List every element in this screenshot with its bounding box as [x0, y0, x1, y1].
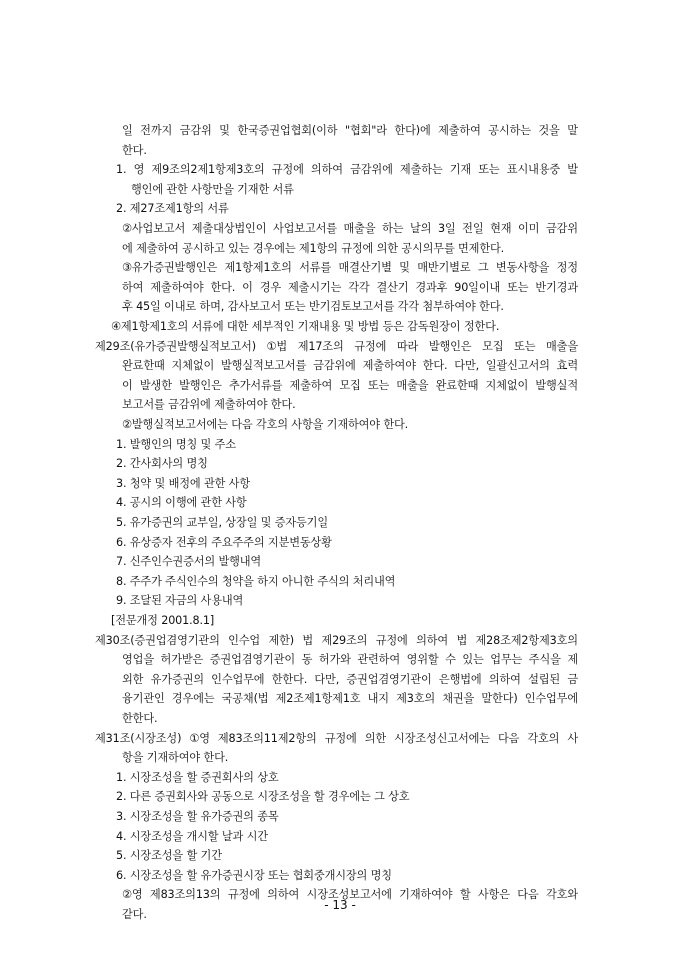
text-line: 제31조(시장조성) ①영 제83조의11제2항의 규정에 의한 시장조성신고서에는 다음 각호의 사 — [95, 731, 578, 745]
text-line: 제30조(증권업겸영기관의 인수업 제한) 법 제29조의 규정에 의하여 법 제28조제2항제3호의 — [95, 633, 578, 647]
text-line: 4. 시장조성을 개시할 날과 시간 — [116, 829, 268, 843]
page-number: - 13 - — [324, 898, 356, 912]
text-line: 6. 유상증자 전후의 주요주주의 지분변동상황 — [116, 535, 332, 549]
text-line: 영업을 허가받은 증권업겸영기관이 동 허가와 관련하여 영위할 수 있는 업무는 주식을 제 — [122, 653, 578, 667]
text-line: 한한다. — [122, 712, 158, 725]
text-line: [전문개정 2001.8.1] — [111, 614, 215, 627]
text-line: 5. 시장조성을 할 기간 — [116, 849, 222, 863]
text-line: 2. 간사회사의 명칭 — [116, 457, 208, 471]
text-line: 에 제출하여 공시하고 있는 경우에는 제1항의 규정에 의한 공시의무를 면제한다. — [122, 241, 505, 255]
text-line: 1. 영 제9조의2제1항제3호의 규정에 의하여 금감위에 제출하는 기재 또는 표시내용중 발 — [116, 163, 578, 177]
text-line: 2. 제27조제1항의 서류 — [116, 202, 229, 216]
text-line: 항을 기재하여야 한다. — [122, 751, 229, 765]
text-line: ②발행실적보고서에는 다음 각호의 사항을 기재하여야 한다. — [122, 418, 409, 431]
text-line: 5. 유가증권의 교부일, 상장일 및 증자등기일 — [116, 516, 328, 529]
text-line: 융기관인 경우에는 국공채(법 제2조제1항제1호 내지 제3호의 채권을 말한다) 인수업무에 — [122, 692, 578, 706]
text-line: 후 45일 이내로 하며, 감사보고서 또는 반기검토보고서를 각각 첨부하여야 한다. — [122, 300, 504, 314]
text-line: 완료한때 지체없이 발행실적보고서를 금감위에 제출하여야 한다. 다만, 일괄신고서의 효력 — [122, 359, 578, 373]
text-line: 제29조(유가증권발행실적보고서) ①법 제17조의 규정에 따라 발행인은 모집 또는 매출을 — [95, 339, 578, 353]
text-line: 4. 공시의 이행에 관한 사항 — [116, 496, 247, 510]
text-line: 한다. — [122, 143, 147, 157]
text-line: 1. 시장조성을 할 증권회사의 상호 — [116, 770, 279, 784]
text-line: 2. 다른 증권회사와 공동으로 시장조성을 할 경우에는 그 상호 — [116, 790, 410, 804]
text-line: 3. 시장조성을 할 유가증권의 종목 — [116, 810, 279, 823]
text-line: ③유가증권발행인은 제1항제1호의 서류를 매결산기별 및 매반기별로 그 변동사항을 정정 — [122, 261, 578, 275]
text-line: 6. 시장조성을 할 유가증권시장 또는 협회중개시장의 명칭 — [116, 868, 392, 882]
text-line: 이 발생한 발행인은 추가서류를 제출하여 모집 또는 매출을 완료한때 지체없이 발행실적 — [122, 378, 578, 392]
text-line: 외한 유가증권의 인수업무에 한한다. 다만, 증권업겸영기관이 은행법에 의하여 설립된 금 — [122, 672, 578, 686]
text-line: ②영 제83조의13의 규정에 의하여 시장조성보고서에 기재하여야 할 사항은 다음 각호와 — [122, 888, 578, 902]
text-line: 7. 신주인수권증서의 발행내역 — [116, 555, 262, 569]
text-line: ④제1항제1호의 서류에 대한 세부적인 기재내용 및 방법 등은 감독원장이 정한다. — [111, 320, 500, 333]
text-line: 보고서를 금감위에 제출하여야 한다. — [122, 398, 296, 412]
text-line: 일 전까지 금감위 및 한국증권업협회(이하 "협회"라 한다)에 제출하여 공시하는 것을 말 — [122, 124, 578, 137]
text-line: ②사업보고서 제출대상법인이 사업보고서를 매출을 하는 날의 3일 전일 현재 이미 금감위 — [122, 222, 578, 235]
text-line: 하여 제출하여야 한다. 이 경우 제출시기는 각각 결산기 경과후 90일이내 또는 반기경과 — [122, 280, 578, 294]
text-line: 같다. — [122, 908, 147, 921]
text-line: 1. 발행인의 명칭 및 주소 — [116, 437, 236, 451]
text-line: 행인에 관한 사항만을 기재한 서류 — [131, 182, 294, 196]
text-line: 8. 주주가 주식인수의 청약을 하지 아니한 주식의 처리내역 — [116, 574, 396, 588]
text-line: 3. 청약 및 배정에 관한 사항 — [116, 476, 250, 490]
text-line: 9. 조달된 자금의 사용내역 — [116, 594, 244, 608]
